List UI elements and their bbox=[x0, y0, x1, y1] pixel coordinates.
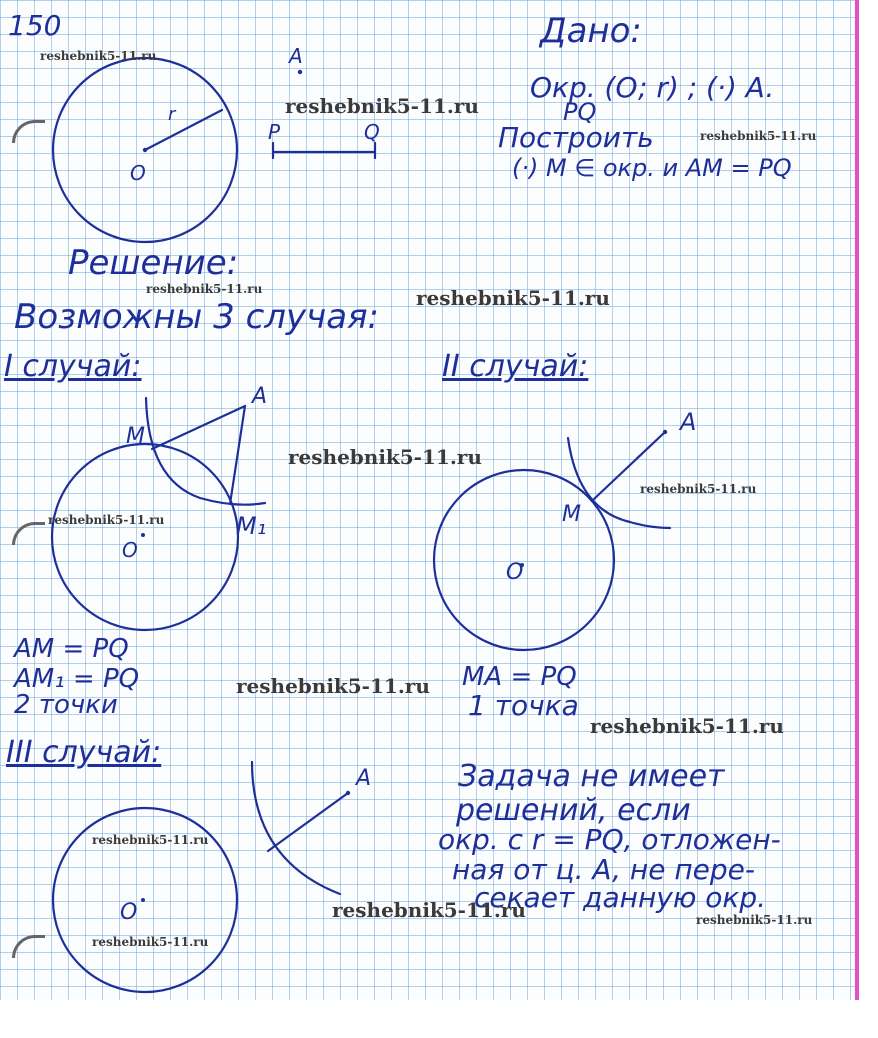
case3-center-dot bbox=[141, 898, 145, 902]
case2-eq1: MA = PQ bbox=[462, 662, 577, 692]
given-radius-label: r bbox=[168, 104, 176, 125]
watermark: reshebnik5-11.ru bbox=[700, 129, 817, 143]
watermark: reshebnik5-11.ru bbox=[285, 94, 479, 118]
given-line-1: Окр. (O; r) ; (·) A. bbox=[530, 71, 775, 104]
watermark: reshebnik5-11.ru bbox=[590, 714, 784, 738]
case2-label-o: O bbox=[506, 560, 524, 585]
segment-q-label: Q bbox=[364, 120, 380, 144]
case1-line-am1 bbox=[230, 406, 245, 504]
watermark: reshebnik5-11.ru bbox=[332, 898, 526, 922]
case3-text-4: ная от ц. A, не пере- bbox=[452, 853, 755, 886]
watermark: reshebnik5-11.ru bbox=[236, 674, 430, 698]
case1-arc bbox=[146, 398, 265, 505]
watermark: reshebnik5-11.ru bbox=[696, 913, 813, 927]
case3-arc bbox=[252, 762, 340, 894]
watermark: reshebnik5-11.ru bbox=[92, 935, 209, 949]
watermark: reshebnik5-11.ru bbox=[288, 445, 482, 469]
case1-label-a: A bbox=[252, 384, 268, 409]
watermark: reshebnik5-11.ru bbox=[92, 833, 209, 847]
case1-eq1: AM = PQ bbox=[14, 634, 129, 664]
case3-point-a-dot bbox=[346, 791, 350, 795]
case2-heading: II случай: bbox=[442, 349, 589, 384]
watermark: reshebnik5-11.ru bbox=[640, 482, 757, 496]
watermark: reshebnik5-11.ru bbox=[40, 49, 157, 63]
watermark: reshebnik5-11.ru bbox=[416, 286, 610, 310]
case3-text-1: Задача не имеет bbox=[458, 759, 725, 794]
given-center-dot bbox=[143, 148, 147, 152]
case1-center-dot bbox=[141, 533, 145, 537]
case1-label-m: M bbox=[126, 424, 145, 449]
case3-text-5: секает данную окр. bbox=[474, 881, 767, 914]
case3-text-3: окр. с r = PQ, отложен- bbox=[438, 823, 781, 856]
given-line-4: (·) M ∈ окр. и AM = PQ bbox=[512, 154, 792, 182]
case2-circle bbox=[434, 470, 614, 650]
solution-intro: Возможны 3 случая: bbox=[14, 297, 379, 337]
case3-heading: III случай: bbox=[6, 735, 162, 770]
case2-label-m: M bbox=[562, 502, 581, 527]
case3-label-o: O bbox=[120, 900, 138, 925]
case1-conclusion: 2 точки bbox=[14, 690, 118, 720]
given-radius bbox=[145, 110, 222, 150]
case3-text-2: решений, если bbox=[456, 793, 691, 828]
case1-heading: I случай: bbox=[4, 349, 142, 384]
problem-number: 150 bbox=[8, 9, 62, 42]
solution-heading: Решение: bbox=[68, 243, 239, 283]
watermark: reshebnik5-11.ru bbox=[146, 282, 263, 296]
watermark: reshebnik5-11.ru bbox=[48, 513, 165, 527]
case1-label-m1: M₁ bbox=[236, 512, 267, 540]
given-line-2: PQ bbox=[563, 98, 597, 126]
case1-eq2: AM₁ = PQ bbox=[14, 664, 140, 694]
given-line-3: Построить bbox=[498, 121, 654, 154]
given-point-a-dot bbox=[298, 70, 302, 74]
segment-p-label: P bbox=[268, 120, 281, 144]
case3-line bbox=[268, 793, 348, 851]
case2-conclusion: 1 точка bbox=[468, 689, 579, 722]
case1-label-o: O bbox=[122, 538, 138, 562]
case3-label-a: A bbox=[356, 766, 372, 791]
case1-circle bbox=[52, 444, 238, 630]
case1-line-am bbox=[152, 406, 245, 449]
case2-point-a-dot bbox=[663, 430, 667, 434]
given-heading: Дано: bbox=[540, 11, 642, 51]
case2-label-a: A bbox=[680, 408, 697, 436]
given-point-a-label: A bbox=[289, 44, 303, 68]
given-center-label: O bbox=[130, 161, 146, 185]
